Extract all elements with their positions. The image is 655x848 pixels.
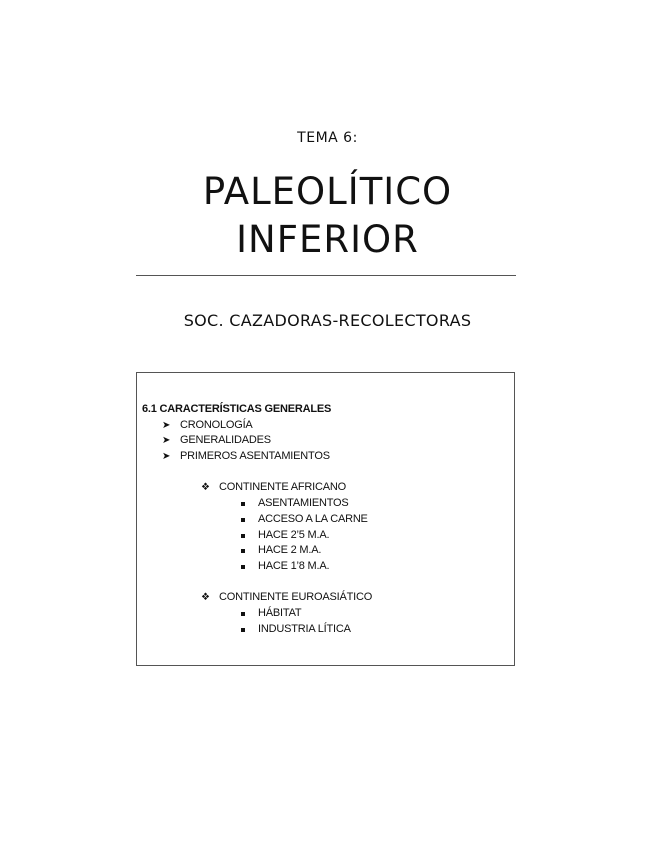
- list-item-label: INDUSTRIA LÍTICA: [258, 622, 351, 635]
- list-item-label: HACE 2’5 M.A.: [258, 528, 330, 541]
- list-item-label: CRONOLOGÍA: [180, 418, 253, 431]
- square-bullet-icon: [241, 502, 245, 506]
- list-item: [142, 449, 372, 465]
- list-item-label: ACCESO A LA CARNE: [258, 512, 368, 525]
- title-line-1: PALEOLÍTICO: [202, 170, 453, 213]
- list-item-label: GENERALIDADES: [180, 434, 271, 447]
- group-label: CONTINENTE EUROASIÁTICO: [219, 591, 373, 604]
- list-item: [142, 622, 372, 638]
- list-item: [142, 512, 372, 528]
- group-heading: [142, 480, 372, 496]
- square-bullet-icon: [241, 549, 245, 553]
- section-heading: 6.1 CARACTERÍSTICAS GENERALES: [142, 403, 332, 415]
- title-divider: [136, 275, 516, 276]
- list-item-label: ASENTAMIENTOS: [258, 497, 349, 510]
- page-subtitle: SOC. CAZADORAS-RECOLECTORAS: [183, 311, 472, 330]
- square-bullet-icon: [241, 628, 245, 632]
- list-item-label: HACE 1’8 M.A.: [258, 559, 330, 572]
- list-item: [142, 496, 372, 512]
- group-label: CONTINENTE AFRICANO: [219, 481, 346, 494]
- list-item-label: PRIMEROS ASENTAMIENTOS: [180, 450, 330, 463]
- diamond-bullet-icon: ❖: [201, 482, 210, 494]
- list-item-label: HACE 2 M.A.: [258, 544, 322, 557]
- list-item-label: HÁBITAT: [258, 606, 302, 619]
- arrow-bullet-icon: ➤: [162, 435, 171, 447]
- arrow-bullet-icon: ➤: [162, 419, 171, 431]
- square-bullet-icon: [241, 565, 245, 569]
- arrow-bullet-icon: ➤: [162, 451, 171, 463]
- group-heading: [142, 590, 372, 606]
- square-bullet-icon: [241, 612, 245, 616]
- page-title: [0, 168, 655, 264]
- list-item: [142, 606, 372, 622]
- outline-content: [142, 402, 372, 637]
- list-item: [142, 433, 372, 449]
- topic-number: TEMA 6:: [297, 130, 358, 146]
- list-item: [142, 528, 372, 544]
- square-bullet-icon: [241, 518, 245, 522]
- list-item: [142, 543, 372, 559]
- square-bullet-icon: [241, 534, 245, 538]
- diamond-bullet-icon: ❖: [201, 592, 210, 604]
- title-line-2: INFERIOR: [236, 218, 419, 261]
- list-item: [142, 559, 372, 575]
- list-item: [142, 418, 372, 434]
